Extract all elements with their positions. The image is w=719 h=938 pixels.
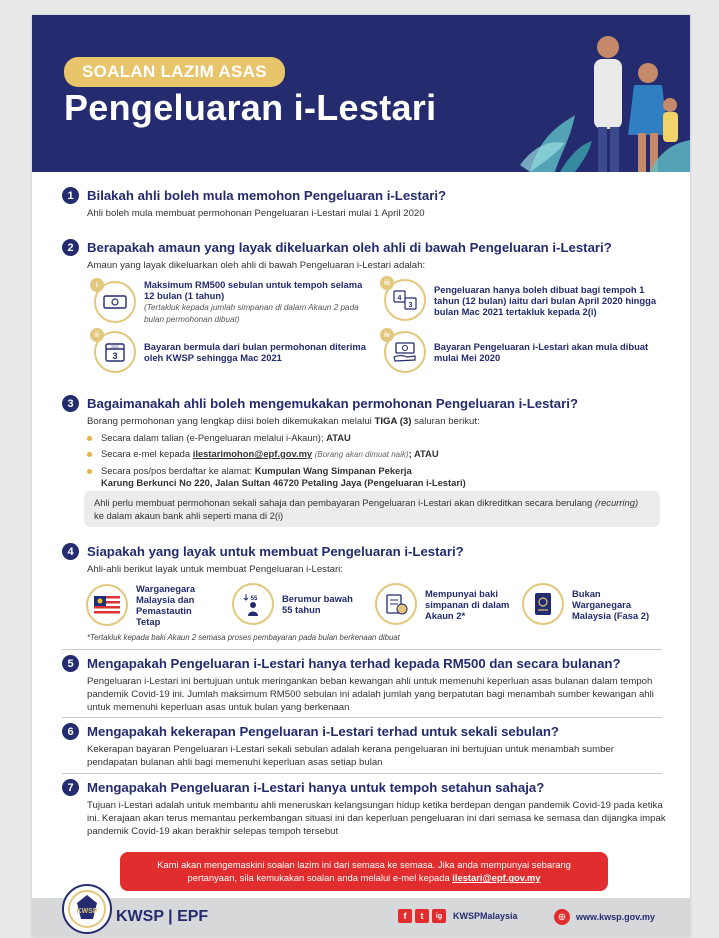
faq-item-6 xyxy=(62,723,667,769)
brand-name: KWSP | EPF xyxy=(116,908,209,925)
faq-page xyxy=(32,15,690,937)
eligibility-citizen xyxy=(86,583,221,627)
eligibility-text: Warganegara Malaysia dan Pemastautin Tetap xyxy=(136,583,196,627)
hand-money-icon xyxy=(384,331,426,373)
question-number: 2 xyxy=(62,239,79,256)
amount-option-4 xyxy=(384,331,659,373)
footer xyxy=(32,898,690,937)
answer-text: Pengeluaran i-Lestari ini bertujuan untuk meringankan beban kewangan ahli untuk memenuhi keperluan asas bulanan dalam tempoh pandemik Covid-19 ini. Jumlah maksimum RM500 sebulan ini adalah jumlah yang berpatutan bagi menambah sumber kewangan ahli untuk memenuhi keperluan asas untuk bulan yang berkenaan xyxy=(87,676,654,713)
money-icon xyxy=(94,281,136,323)
malaysia-flag-icon xyxy=(86,584,128,626)
bullet-dot xyxy=(87,469,92,474)
roman-numeral: iii xyxy=(380,276,394,290)
option-text: Pengeluaran hanya boleh dibuat bagi tempoh 1 tahun (12 bulan) iaitu dari bulan April 2020 hingga bulan Mac 2021 tertakluk kepada 2(i) xyxy=(434,283,657,317)
eligibility-text: Mempunyai baki simpanan di dalam Akaun 2* xyxy=(425,587,510,621)
question-title: Mengapakah Pengeluaran i-Lestari hanya untuk tempoh setahun sahaja? xyxy=(87,780,545,795)
question-title: Siapakah yang layak untuk membuat Pengeluaran i-Lestari? xyxy=(87,544,464,559)
eligibility-noncitizen xyxy=(522,583,667,625)
calendar-b: 3 xyxy=(408,302,413,309)
faq-item-3 xyxy=(62,395,667,489)
question-number: 7 xyxy=(62,779,79,796)
eligibility-footnote: *Tertakluk kepada baki Akaun 2 semasa proses pembayaran pada bulan berkenaan dibuat xyxy=(87,633,400,642)
eligibility-text: Berumur bawah 55 tahun xyxy=(282,593,353,615)
header-badge: SOALAN LAZIM ASAS xyxy=(64,57,285,87)
question-title: Bagaimanakah ahli boleh mengemukakan permohonan Pengeluaran i-Lestari? xyxy=(87,396,578,411)
answer-text: Ahli-ahli berikut layak untuk membuat Pengeluaran i-Lestari: xyxy=(87,564,343,575)
question-number: 6 xyxy=(62,723,79,740)
faq-item-5 xyxy=(62,655,667,714)
answer-text: Amaun yang layak dikeluarkan oleh ahli di bawah Pengeluaran i-Lestari adalah: xyxy=(87,260,426,271)
channel-email: Secara e-mel kepada ilestarimohon@epf.gov.my (Borang akan dimuat naik); ATAU xyxy=(87,448,667,461)
update-notice: Kami akan mengemaskini soalan lazim ini dari semasa ke semasa. Jika anda mempunyai sebarang pertanyaan, sila kemukakan soalan anda melalui e-mel kepada ilestari@epf.gov.my xyxy=(120,852,608,891)
bullet-dot xyxy=(87,452,92,457)
faq-item-7 xyxy=(62,779,667,838)
answer-text: Tujuan i-Lestari adalah untuk membantu ahli meneruskan kelangsungan hidup ketika berdepan dengan pandemik Covid-19 pada ketika ini. Kerajaan akan terus memantau perkembangan situasi ini dan keperluan pengeluaran ini dari semasa ke semasa dan dijangka impak pandemik Covid-19 akan berakhir selepas tempoh tersebut xyxy=(87,800,666,837)
svg-text:KWSP: KWSP xyxy=(76,908,98,915)
recurring-note: Ahli perlu membuat permohonan sekali sahaja dan pembayaran Pengeluaran i-Lestari akan dikreditkan secara berulang (recurring) ke dalam akaun bank ahli seperti mana di 2(i) xyxy=(84,491,660,527)
faq-item-2 xyxy=(62,239,667,272)
eligibility-savings xyxy=(375,583,520,625)
age-icon xyxy=(232,583,274,625)
question-title: Mengapakah kekerapan Pengeluaran i-Lestari terhad untuk sekali sebulan? xyxy=(87,724,559,739)
calendar-day: 3 xyxy=(112,351,118,361)
question-title: Berapakah amaun yang layak dikeluarkan oleh ahli di bawah Pengeluaran i-Lestari? xyxy=(87,240,612,255)
faq-item-1 xyxy=(62,187,667,220)
social-links xyxy=(398,909,518,923)
family-illustration xyxy=(520,15,690,172)
question-title: Mengapakah Pengeluaran i-Lestari hanya terhad kepada RM500 dan secara bulanan? xyxy=(87,656,621,671)
amount-option-1 xyxy=(94,279,369,325)
option-text: Maksimum RM500 sebulan untuk tempoh selama 12 bulan (1 tahun) (Tertakluk kepada jumlah simpanan di dalam Akaun 2 pada bulan permohonan dibuat) xyxy=(144,279,363,324)
question-number: 1 xyxy=(62,187,79,204)
header-banner xyxy=(32,15,690,172)
twitter-icon[interactable]: t xyxy=(415,909,429,923)
channel-post: Secara pos/pos berdaftar ke alamat: Kumpulan Wang Simpanan Pekerja Karung Berkunci No 220, Jalan Sultan 46720 Petaling Jaya (Pengeluaran i-Lestari) xyxy=(87,465,667,489)
answer-text: Ahli boleh mula membuat permohonan Pengeluaran i-Lestari mulai 1 April 2020 xyxy=(87,208,425,219)
answer-text: Borang permohonan yang lengkap diisi boleh dikemukakan melalui TIGA (3) saluran berikut: xyxy=(87,416,480,427)
option-text: Bayaran Pengeluaran i-Lestari akan mula dibuat mulai Mei 2020 xyxy=(434,341,649,363)
savings-icon xyxy=(375,583,417,625)
roman-numeral: iv xyxy=(380,328,394,342)
kwsp-logo[interactable] xyxy=(62,884,112,934)
calendar-icon xyxy=(94,331,136,373)
email-link[interactable]: ilestarimohon@epf.gov.my xyxy=(192,448,313,459)
contact-email-link[interactable]: ilestari@epf.gov.my xyxy=(452,872,541,883)
eligibility-age xyxy=(232,583,362,625)
faq-item-4 xyxy=(62,543,667,576)
channel-online: Secara dalam talian (e-Pengeluaran melalui i-Akaun); ATAU xyxy=(87,432,667,444)
bullet-dot xyxy=(87,436,92,441)
question-number: 3 xyxy=(62,395,79,412)
facebook-icon[interactable]: f xyxy=(398,909,412,923)
roman-numeral: i xyxy=(90,278,104,292)
section-divider xyxy=(62,773,662,774)
answer-text: Kekerapan bayaran Pengeluaran i-Lestari sekali sebulan adalah kerana pengeluaran ini bertujuan untuk menambah sumber pendapatan bulanan ahli bagi memenuhi keperluan asas setiap bulan xyxy=(87,744,614,768)
question-number: 5 xyxy=(62,655,79,672)
amount-option-3 xyxy=(384,279,659,321)
age-value: 55 xyxy=(250,596,258,602)
option-text: Bayaran bermula dari bulan permohonan diterima oleh KWSP sehingga Mac 2021 xyxy=(144,341,366,363)
website-url[interactable]: www.kwsp.gov.my xyxy=(576,912,656,922)
calendar-range-icon xyxy=(384,279,426,321)
question-title: Bilakah ahli boleh mula memohon Pengeluaran i-Lestari? xyxy=(87,188,447,203)
calendar-a: 4 xyxy=(397,295,402,302)
section-divider xyxy=(62,649,662,650)
website-link[interactable] xyxy=(554,909,655,925)
eligibility-text: Bukan Warganegara Malaysia (Fasa 2) xyxy=(572,587,650,621)
page-title: Pengeluaran i-Lestari xyxy=(64,87,437,128)
passport-icon xyxy=(522,583,564,625)
calendar-year: 2021 xyxy=(111,345,119,349)
amount-option-2 xyxy=(94,331,369,373)
globe-icon: ⊕ xyxy=(554,909,570,925)
option-note: (Tertakluk kepada jumlah simpanan di dalam Akaun 2 pada bulan permohonan dibuat) xyxy=(144,303,359,324)
social-handle[interactable]: KWSPMalaysia xyxy=(453,911,518,921)
roman-numeral: ii xyxy=(90,328,104,342)
question-number: 4 xyxy=(62,543,79,560)
section-divider xyxy=(62,717,662,718)
instagram-icon[interactable]: ig xyxy=(432,909,446,923)
